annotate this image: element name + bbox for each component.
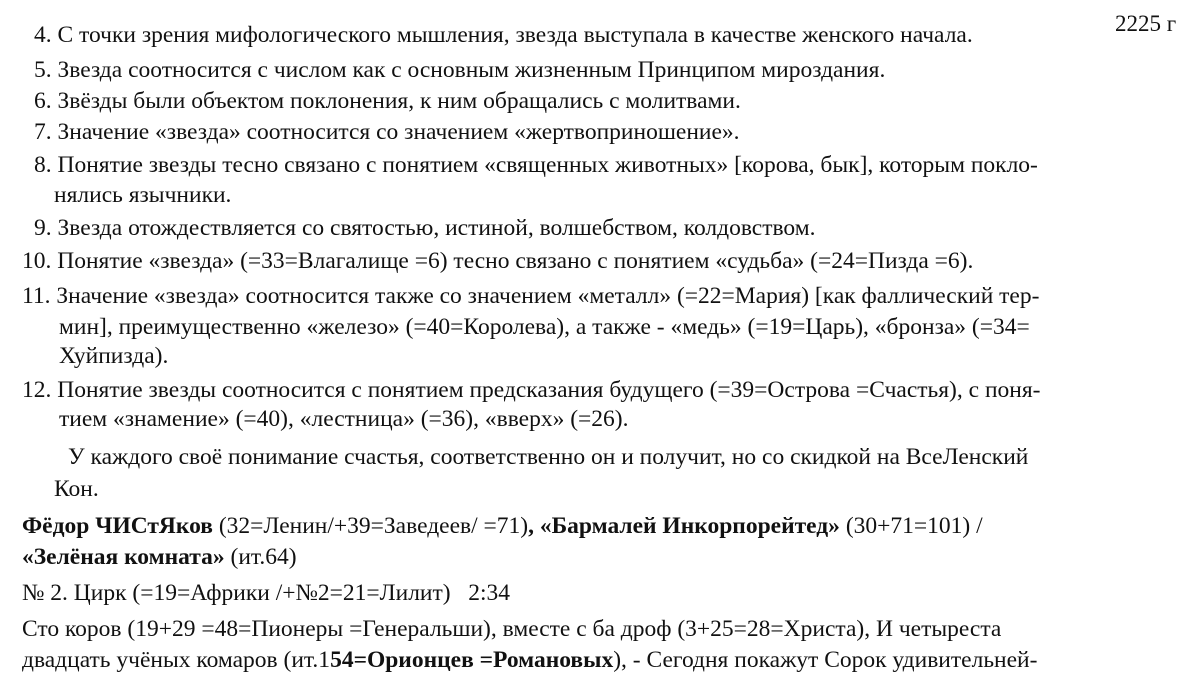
list-item-8 [34,150,1038,181]
lyrics-line: Сто коров (19+29 =48=Пионеры =Генеральши), вместе с ба дроф (3+25=28=Христа), И четыреста [22,616,1002,642]
list-item-6 [34,86,741,117]
band-numbers: (30+71=101) / [839,513,983,539]
list-item-11-continuation [59,312,1030,343]
list-item-7 [34,117,740,148]
album-numbers: (ит.64) [224,544,297,570]
list-item-10 [22,246,973,277]
list-item-text: Значение «звезда» соотносится также со значением «металл» (=22=Мария) [как фаллический тер- [56,283,1040,309]
list-item-text: Понятие звезды соотносится с понятием предсказания будущего (=39=Острова =Счастья), с поня- [57,377,1041,403]
list-item-11-continuation [59,341,168,372]
list-item-text: С точки зрения мифологического мышления, звезда выступала в качестве женского начала. [57,22,973,48]
author-numbers: (32=Ленин/+39=Заведеев/ =71) [212,513,529,539]
author-name: Фёдор ЧИСтЯков [22,513,213,539]
list-item-12-continuation [59,404,629,435]
track-title: № 2. Цирк (=19=Африки /+№2=21=Лилит) 2:34 [22,580,510,606]
list-item-11 [22,281,1039,312]
list-item-text: Понятие звезды тесно связано с понятием «священных животных» [корова, бык], которым покло- [57,152,1038,178]
list-item-text: Звёзды были объектом поклонения, к ним обращались с молитвами. [57,88,741,114]
list-item-5 [34,55,885,86]
list-item-text: мин], преимущественно «железо» (=40=Королева), а также - «медь» (=19=Царь), «бронза» (=34= [59,314,1030,340]
list-item-number: 9. [34,215,52,241]
page-number: 2225 г [1115,11,1177,36]
album-name: «Зелёная комната» [22,544,225,570]
list-item-number: 10. [22,248,52,274]
list-item-number: 4. [34,22,52,48]
list-item-9 [34,213,815,244]
list-item-8-continuation [54,180,231,211]
list-item-number: 12. [22,377,52,403]
list-item-text: нялись язычники. [54,182,232,208]
band-name: , «Бармалей Инкорпорейтед» [528,513,840,539]
lyrics-bold-text: 54=Орионцев =Романовых [330,647,614,673]
list-item-number: 7. [34,119,52,145]
lyrics-text: ), - Сегодня покажут Сорок удивительней- [613,647,1038,673]
lyrics-line [22,645,1037,676]
song-heading [22,511,983,542]
list-item-4 [34,20,973,51]
lyrics-text: двадцать учёных комаров (ит.1 [22,647,331,673]
list-item-text: тием «знамение» (=40), «лестница» (=36), «вверх» (=26). [59,406,629,432]
album-heading [22,542,297,573]
list-item-12 [22,375,1040,406]
list-item-text: Звезда отождествляется со святостью, истиной, волшебством, колдовством. [57,215,816,241]
paragraph-line: У каждого своё понимание счастья, соответственно он и получит, но со скидкой на ВсеЛенский [68,444,1029,470]
list-item-number: 5. [34,57,52,83]
list-item-number: 6. [34,88,52,114]
paragraph-line: Кон. [54,476,99,502]
list-item-text: Хуйпизда). [59,343,169,369]
list-item-text: Значение «звезда» соотносится со значением «жертвоприношение». [57,119,740,145]
list-item-number: 11. [22,283,51,309]
list-item-text: Звезда соотносится с числом как с основным жизненным Принципом мироздания. [57,57,886,83]
list-item-number: 8. [34,152,52,178]
list-item-text: Понятие «звезда» (=33=Влагалище =6) тесно связано с понятием «судьба» (=24=Пизда =6). [57,248,974,274]
